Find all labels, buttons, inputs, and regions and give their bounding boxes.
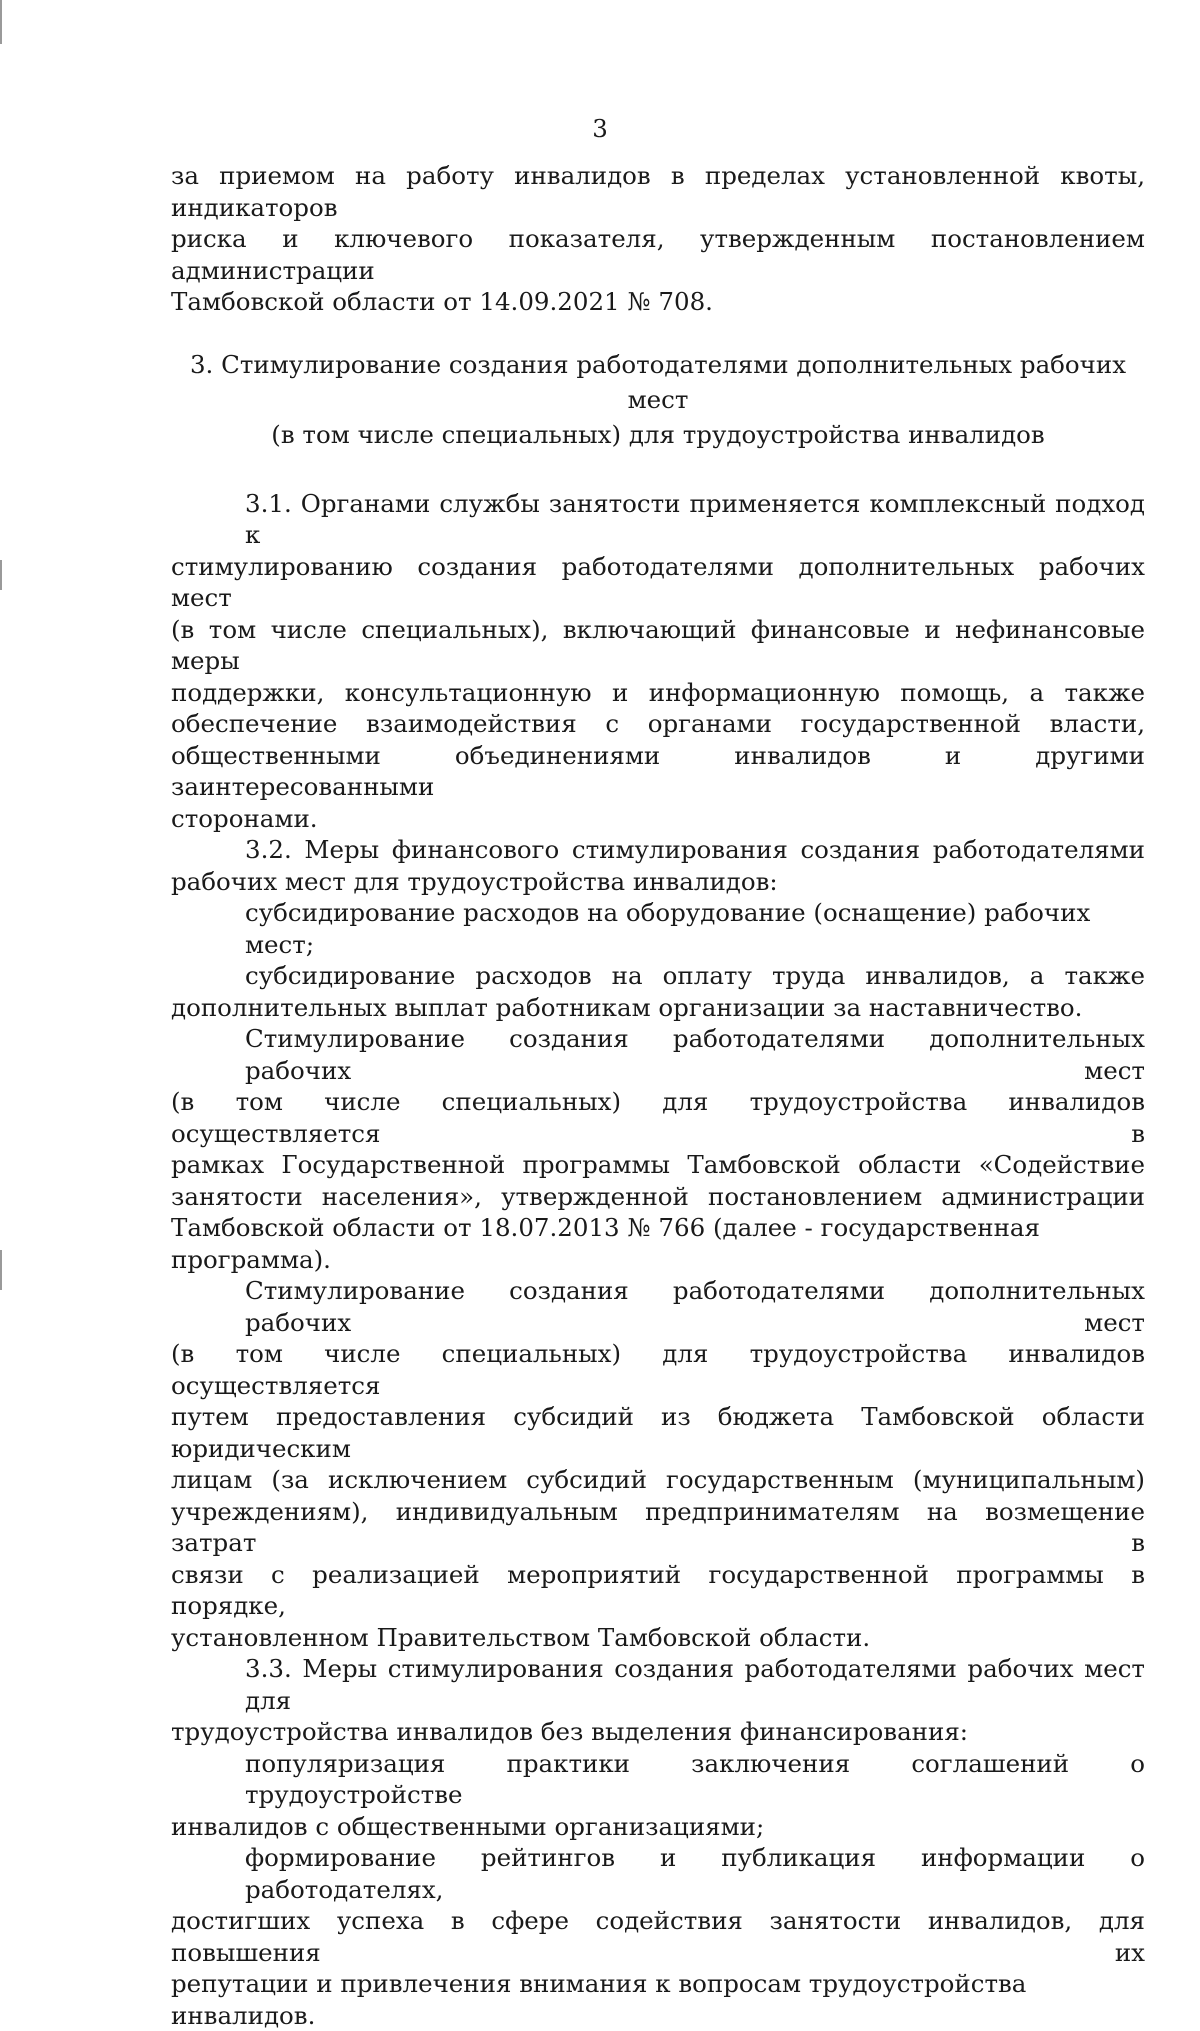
section-heading-line: (в том числе специальных) для трудоустройства инвалидов [171,417,1145,452]
text-line: установленном Правительством Тамбовской области. [171,1622,1145,1654]
text-line: дополнительных выплат работникам организации за наставничество. [171,992,1145,1024]
text-line: поддержки, консультационную и информационную помощь, а также [171,677,1145,709]
text-line: достигших успеха в сфере содействия занятости инвалидов, для повышения их [171,1905,1145,1968]
document-body [171,160,1145,2031]
text-line: Тамбовской области от 14.09.2021 № 708. [171,286,1145,318]
paragraph [171,897,1145,960]
text-line: субсидирование расходов на оплату труда инвалидов, а также [171,960,1145,992]
text-line: стимулированию создания работодателями дополнительных рабочих мест [171,551,1145,614]
text-line: за приемом на работу инвалидов в пределах установленной квоты, индикаторов [171,160,1145,223]
text-line: учреждениям), индивидуальным предпринимателям на возмещение затрат в [171,1496,1145,1559]
text-line: риска и ключевого показателя, утвержденным постановлением администрации [171,223,1145,286]
intro-paragraph [171,160,1145,318]
text-line: Стимулирование создания работодателями дополнительных рабочих мест [171,1275,1145,1338]
text-line: обеспечение взаимодействия с органами государственной власти, [171,708,1145,740]
text-line: репутации и привлечения внимания к вопросам трудоустройства инвалидов. [171,1968,1145,2031]
text-line: Тамбовской области от 18.07.2013 № 766 (далее - государственная программа). [171,1212,1145,1275]
text-line: (в том числе специальных), включающий финансовые и нефинансовые меры [171,614,1145,677]
text-line: трудоустройства инвалидов без выделения финансирования: [171,1716,1145,1748]
text-line: субсидирование расходов на оборудование (оснащение) рабочих мест; [171,897,1145,960]
text-line: популяризация практики заключения соглашений о трудоустройстве [171,1748,1145,1811]
text-line: Стимулирование создания работодателями дополнительных рабочих мест [171,1023,1145,1086]
text-line: лицам (за исключением субсидий государственным (муниципальным) [171,1464,1145,1496]
section-paragraphs [171,488,1145,2031]
text-line: (в том числе специальных) для трудоустройства инвалидов осуществляется [171,1338,1145,1401]
scan-edge-mark [0,560,2,590]
paragraph [171,1023,1145,1275]
text-line: сторонами. [171,803,1145,835]
page-number: 3 [0,114,1200,144]
text-line: 3.3. Меры стимулирования создания работодателями рабочих мест для [171,1653,1145,1716]
scan-edge-mark [0,0,2,44]
text-line: (в том числе специальных) для трудоустройства инвалидов осуществляется в [171,1086,1145,1149]
paragraph [171,960,1145,1023]
text-line: рамках Государственной программы Тамбовской области «Содействие [171,1149,1145,1181]
paragraph [171,1842,1145,2031]
text-line: рабочих мест для трудоустройства инвалидов: [171,866,1145,898]
text-line: 3.2. Меры финансового стимулирования создания работодателями [171,834,1145,866]
text-line: связи с реализацией мероприятий государственной программы в порядке, [171,1559,1145,1622]
paragraph [171,834,1145,897]
text-line: путем предоставления субсидий из бюджета Тамбовской области юридическим [171,1401,1145,1464]
paragraph [171,1653,1145,1748]
text-line: занятости населения», утвержденной постановлением администрации [171,1181,1145,1213]
text-line: инвалидов с общественными организациями; [171,1811,1145,1843]
paragraph [171,1275,1145,1653]
section-heading [171,347,1145,452]
text-line: общественными объединениями инвалидов и другими заинтересованными [171,740,1145,803]
scan-edge-mark [0,1250,2,1290]
text-line: 3.1. Органами службы занятости применяется комплексный подход к [171,488,1145,551]
paragraph [171,488,1145,835]
text-line: формирование рейтингов и публикация информации о работодателях, [171,1842,1145,1905]
paragraph [171,1748,1145,1843]
section-heading-line: 3. Стимулирование создания работодателями дополнительных рабочих мест [171,347,1145,417]
